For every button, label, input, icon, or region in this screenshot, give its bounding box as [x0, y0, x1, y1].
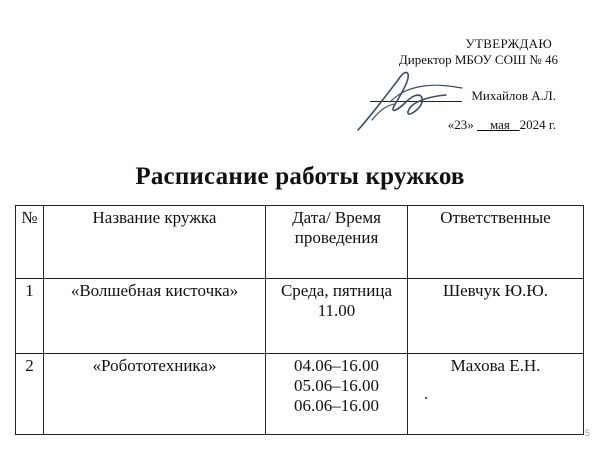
date-year: 2024 г.: [519, 117, 556, 132]
table-row: [16, 354, 584, 435]
club-responsible: Шевчук Ю.Ю.: [408, 279, 584, 354]
date-month: мая: [489, 117, 510, 132]
club-datetime: [266, 354, 408, 435]
row-number: 2: [16, 354, 44, 435]
handwritten-signature: [350, 62, 470, 137]
club-responsible: Махова Е.Н.: [408, 354, 584, 435]
schedule-table: [15, 205, 584, 435]
approve-heading: УТВЕРЖДАЮ: [465, 36, 552, 51]
approval-block: [0, 0, 600, 150]
table-row: [16, 279, 584, 354]
header-datetime: Дата/ Время проведения: [266, 206, 408, 279]
datetime-line: Среда, пятница: [280, 281, 393, 300]
page-mark: 5: [585, 428, 591, 438]
date-day: «23»: [447, 117, 474, 132]
datetime-line: 05.06–16.00: [294, 376, 379, 395]
header-name: Название кружка: [44, 206, 266, 279]
director-name: Михайлов А.Л.: [471, 88, 556, 103]
club-name: «Робототехника»: [44, 354, 266, 435]
datetime-line: 11.00: [317, 301, 356, 320]
datetime-line: 04.06–16.00: [294, 356, 379, 375]
header-responsible: Ответственные: [408, 206, 584, 279]
table-header-row: [16, 206, 584, 279]
director-position: Директор МБОУ СОШ № 46: [398, 52, 558, 67]
datetime-line: 06.06–16.00: [294, 396, 379, 415]
club-datetime: [266, 279, 408, 354]
header-number: №: [16, 206, 44, 279]
row-number: 1: [16, 279, 44, 354]
stray-dot: [425, 397, 427, 399]
club-name: «Волшебная кисточка»: [44, 279, 266, 354]
page-title: Расписание работы кружков: [135, 163, 465, 190]
